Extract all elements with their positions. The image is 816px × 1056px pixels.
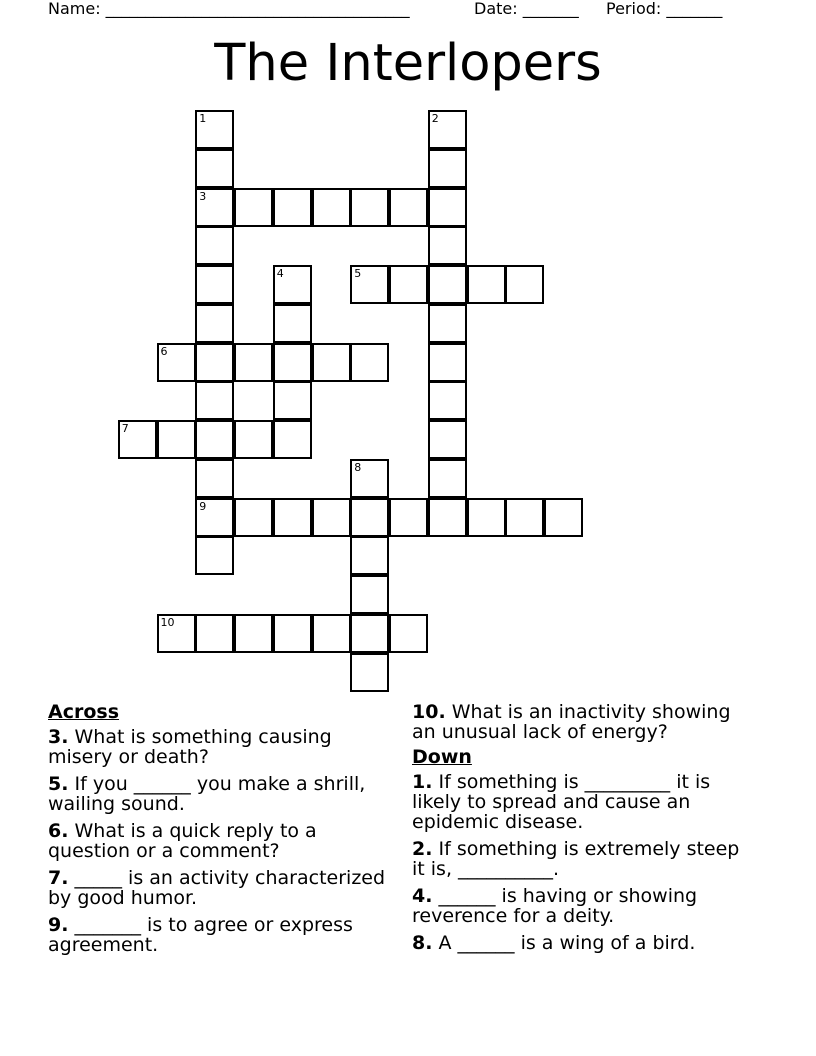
grid-cell[interactable] [234,420,273,459]
clue-number: 10. [412,701,446,723]
clue-text: If something is extremely steep it is, __________. [412,838,740,880]
cell-number: 9 [199,499,207,513]
grid-cell[interactable] [350,188,389,227]
grid-cell[interactable] [273,265,312,304]
grid-cell[interactable] [195,459,234,498]
clue-number: 6. [48,820,69,842]
cell-number: 2 [431,112,439,125]
grid-cell[interactable] [350,343,389,382]
grid-cell[interactable] [467,265,506,304]
clue-across-3 [48,727,388,767]
grid-cell[interactable] [195,614,234,653]
grid-cell[interactable] [195,420,234,459]
cell-number: 7 [121,422,129,435]
clue-text: A ______ is a wing of a bird. [438,932,696,954]
clue-number: 1. [412,771,433,793]
grid-cell[interactable] [350,498,389,537]
period-field[interactable]: Period: _______ [606,0,723,18]
grid-cell[interactable] [428,459,467,498]
clue-down-8 [412,933,752,953]
grid-cell[interactable] [350,265,389,304]
grid-cell[interactable] [195,188,234,227]
grid-cell[interactable] [195,226,234,265]
cell-number: 4 [276,267,284,280]
grid-cell[interactable] [234,498,273,537]
grid-cell[interactable] [389,188,428,227]
grid-cell[interactable] [195,498,234,537]
grid-cell[interactable] [195,110,234,149]
clue-text: What is something causing misery or death? [48,726,332,768]
grid-cell[interactable] [428,381,467,420]
clue-across-10 [412,702,752,742]
grid-cell[interactable] [505,498,544,537]
clue-down-2 [412,839,752,879]
clue-down-4 [412,886,752,926]
grid-cell[interactable] [157,420,196,459]
grid-cell[interactable] [312,343,351,382]
clue-across-9 [48,915,388,955]
grid-cell[interactable] [389,265,428,304]
grid-cell[interactable] [428,304,467,343]
grid-cell[interactable] [350,575,389,614]
cell-number: 10 [160,615,175,629]
across-heading: Across [48,701,120,723]
grid-cell[interactable] [195,343,234,382]
grid-cell[interactable] [195,149,234,188]
grid-cell[interactable] [312,498,351,537]
clue-text: What is an inactivity showing an unusual lack of energy? [412,701,731,743]
grid-cell[interactable] [389,614,428,653]
clue-number: 5. [48,773,69,795]
grid-cell[interactable] [273,420,312,459]
grid-cell[interactable] [273,343,312,382]
clue-text: If you ______ you make a shrill, wailing sound. [48,773,366,815]
page-title: The Interlopers [214,34,602,93]
clue-text: _____ is an activity characterized by good humor. [48,867,386,909]
grid-cell[interactable] [428,498,467,537]
grid-cell[interactable] [544,498,583,537]
grid-cell[interactable] [389,498,428,537]
clue-text: What is a quick reply to a question or a comment? [48,820,317,862]
grid-cell[interactable] [350,536,389,575]
grid-cell[interactable] [428,110,467,149]
grid-cell[interactable] [157,614,196,653]
grid-cell[interactable] [118,420,157,459]
grid-cell[interactable] [350,459,389,498]
grid-cell[interactable] [234,343,273,382]
grid-cell[interactable] [312,614,351,653]
grid-cell[interactable] [273,188,312,227]
grid-cell[interactable] [273,498,312,537]
clue-number: 8. [412,932,433,954]
clue-number: 9. [48,914,69,936]
down-heading: Down [412,746,472,768]
grid-cell[interactable] [428,343,467,382]
grid-cell[interactable] [195,304,234,343]
clue-text: _______ is to agree or express agreement. [48,914,353,956]
cell-number: 3 [199,189,207,203]
grid-cell[interactable] [273,304,312,343]
date-field[interactable]: Date: _______ [474,0,579,18]
clue-across-7 [48,868,388,908]
cell-number: 6 [160,344,168,358]
clue-number: 3. [48,726,69,748]
grid-cell[interactable] [350,614,389,653]
cell-number: 1 [199,112,207,125]
grid-cell[interactable] [467,498,506,537]
grid-cell[interactable] [195,536,234,575]
grid-cell[interactable] [312,188,351,227]
grid-cell[interactable] [505,265,544,304]
grid-cell[interactable] [428,149,467,188]
clue-number: 4. [412,885,433,907]
clue-number: 2. [412,838,433,860]
cell-number: 8 [354,460,362,474]
grid-cell[interactable] [428,226,467,265]
right-clue-column [412,702,752,960]
grid-cell[interactable] [273,381,312,420]
grid-cell[interactable] [428,265,467,304]
grid-cell[interactable] [273,614,312,653]
clue-across-6 [48,821,388,861]
across-clues [48,702,388,962]
clue-text: ______ is having or showing reverence for a deity. [412,885,698,927]
clue-across-5 [48,774,388,814]
clue-number: 7. [48,867,69,889]
clue-down-1 [412,772,752,832]
grid-cell[interactable] [428,420,467,459]
grid-cell[interactable] [234,614,273,653]
grid-cell[interactable] [195,265,234,304]
clue-text: If something is _________ it is likely to spread and cause an epidemic disease. [412,771,711,833]
name-field[interactable]: Name: ______________________________________ [48,0,410,18]
grid-cell[interactable] [350,653,389,692]
cell-number: 5 [354,267,362,280]
grid-cell[interactable] [234,188,273,227]
grid-cell[interactable] [428,188,467,227]
grid-cell[interactable] [157,343,196,382]
grid-cell[interactable] [195,381,234,420]
